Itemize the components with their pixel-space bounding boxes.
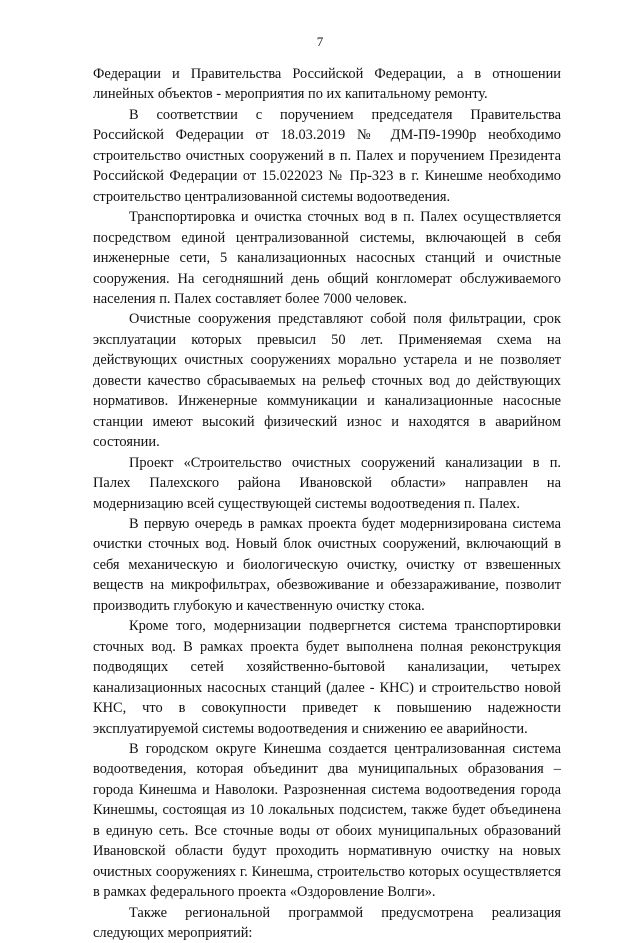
paragraph-transport-modernization: Кроме того, модернизации подвергнется система транспортировки сточных вод. В рамках проекта будет выполнена полная реконструкция подводящих сетей хозяйственно-бытовой канализации, четырех канализационных насосных станций (далее - КНС) и строительство новой КНС, что в совокупности приведет к повышению надежности эксплуатируемой системы водоотведения и снижению ее аварийности. xyxy=(93,618,561,737)
document-body xyxy=(93,64,561,943)
paragraph-treatment-facilities-condition: Очистные сооружения представляют собой поля фильтрации, срок эксплуатации которых превысил 50 лет. Применяемая схема на действующих очистных сооружениях морально устарела и не позволяет довести качество сбрасываемых на рельеф сточных вод до действующих нормативов. Инженерные коммуникации и канализационные насосные станции имеют высокий физический износ и находятся в аварийном состоянии. xyxy=(93,311,561,451)
paragraph-treatment-modernization: В первую очередь в рамках проекта будет модернизирована система очистки сточных вод. Новый блок очистных сооружений, включающий в себя механическую и биологическую очистку, очистку от взвешенных веществ на микрофильтрах, обезвоживание и обеззараживание, позволит производить глубокую и качественную очистку стока. xyxy=(93,515,561,614)
paragraph-regional-program: Также региональной программой предусмотрена реализация следующих мероприятий: xyxy=(93,904,561,942)
paragraph-palekh-wastewater-system: Транспортировка и очистка сточных вод в п. Палех осуществляется посредством единой централизованной системы, включающей в себя инженерные сети, 5 канализационных насосных станций и очистные сооружения. На сегодняшний день общий конгломерат обслуживаемого населения п. Палех составляет более 7000 человек. xyxy=(93,209,561,307)
paragraph-government-instructions: В соответствии с поручением председателя Правительства Российской Федерации от 18.03.2019 № ДМ-П9-1990р необходимо строительство очистных сооружений в п. Палех и поручением Президента Российской Федерации от 15.022023 № Пр-323 в г. Кинешме необходимо строительство централизованной системы водоотведения. xyxy=(93,106,561,205)
paragraph-kineshma-system: В городском округе Кинешма создается централизованная система водоотведения, которая объединит два муниципальных образования – города Кинешма и Наволоки. Разрозненная система водоотведения города Кинешмы, состоящая из 10 локальных подсистем, также будет объединена в единую сеть. Все сточные воды от обоих муниципальных образований Ивановской области будут проходить нормативную очистку на новых очистных сооружениях г. Кинешма, строительство которых осуществляется в рамках федерального проекта «Оздоровление Волги». xyxy=(93,740,561,901)
paragraph-continuation: Федерации и Правительства Российской Федерации, а в отношении линейных объектов - мероприятия по их капитальному ремонту. xyxy=(93,66,561,103)
page-number: 7 xyxy=(316,34,324,49)
paragraph-project-description: Проект «Строительство очистных сооружений канализации в п. Палех Палехского района Ивановской области» направлен на модернизацию всей существующей системы водоотведения п. Палех. xyxy=(93,454,561,512)
